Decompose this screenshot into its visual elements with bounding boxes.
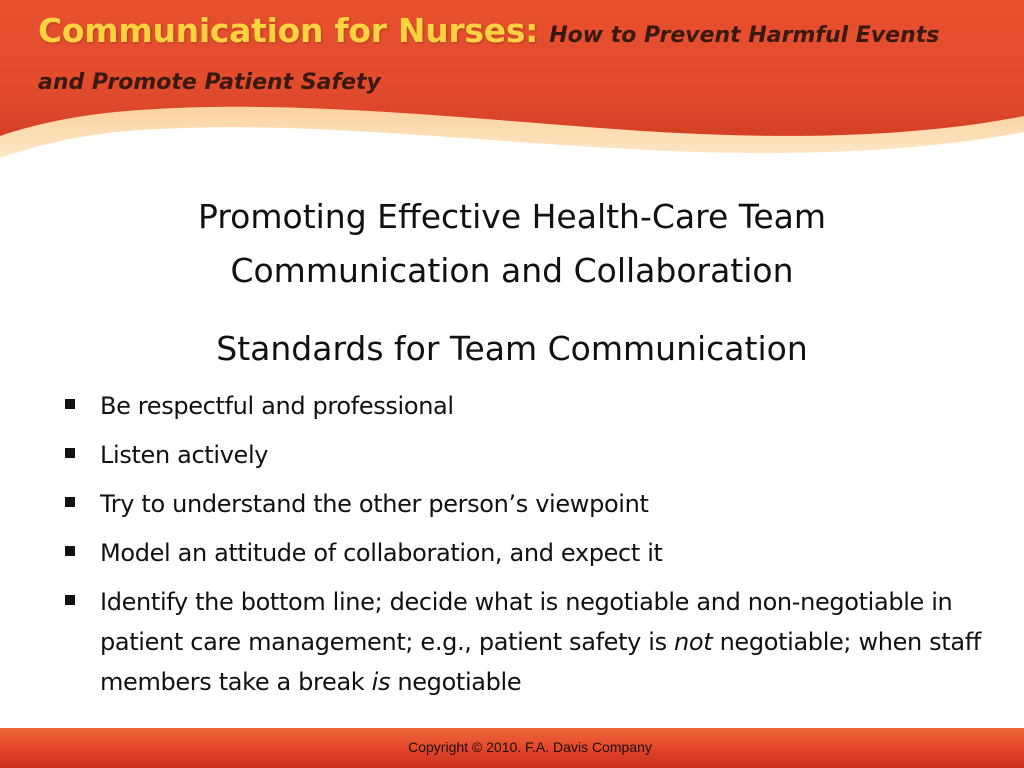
bullet-text: Model an attitude of collaboration, and expect it xyxy=(100,539,663,567)
bullet-list xyxy=(62,386,982,711)
slide-heading-line1: Promoting Effective Health-Care Team xyxy=(198,197,826,236)
bullet-item xyxy=(62,435,982,475)
square-bullet-icon xyxy=(65,497,75,507)
header-subtitle-line2: and Promote Patient Safety xyxy=(38,70,381,95)
bullet-item xyxy=(62,582,982,702)
slide-subheading: Standards for Team Communication xyxy=(216,329,808,368)
square-bullet-icon xyxy=(65,399,75,409)
bullet-item xyxy=(62,484,982,524)
copyright-text: Copyright © 2010. F.A. Davis Company xyxy=(408,739,652,755)
header-subtitle-line1: How to Prevent Harmful Events xyxy=(549,23,940,48)
bullet-text: Be respectful and professional xyxy=(100,392,454,420)
bullet-text-part: negotiable; when staff members take a break xyxy=(100,628,981,696)
bullet-text-part: negotiable xyxy=(390,668,522,696)
footer-bar xyxy=(0,728,1024,768)
bullet-item xyxy=(62,386,982,426)
header-title xyxy=(38,10,998,104)
bullet-emphasis-not: not xyxy=(674,628,713,656)
square-bullet-icon xyxy=(65,595,75,605)
bullet-text: Listen actively xyxy=(100,441,269,469)
square-bullet-icon xyxy=(65,448,75,458)
square-bullet-icon xyxy=(65,546,75,556)
slide-heading xyxy=(100,190,924,298)
slide-heading-line2: Communication and Collaboration xyxy=(230,251,794,290)
bullet-text xyxy=(100,588,981,696)
bullet-item xyxy=(62,533,982,573)
bullet-emphasis-is: is xyxy=(371,668,391,696)
bullet-text-part: Identify the bottom line; decide what is negotiable and non-negotiable in patient care management; e.g., patient safety is xyxy=(100,588,953,656)
header-title-main: Communication for Nurses: xyxy=(38,11,539,50)
bullet-text: Try to understand the other person’s viewpoint xyxy=(100,490,649,518)
